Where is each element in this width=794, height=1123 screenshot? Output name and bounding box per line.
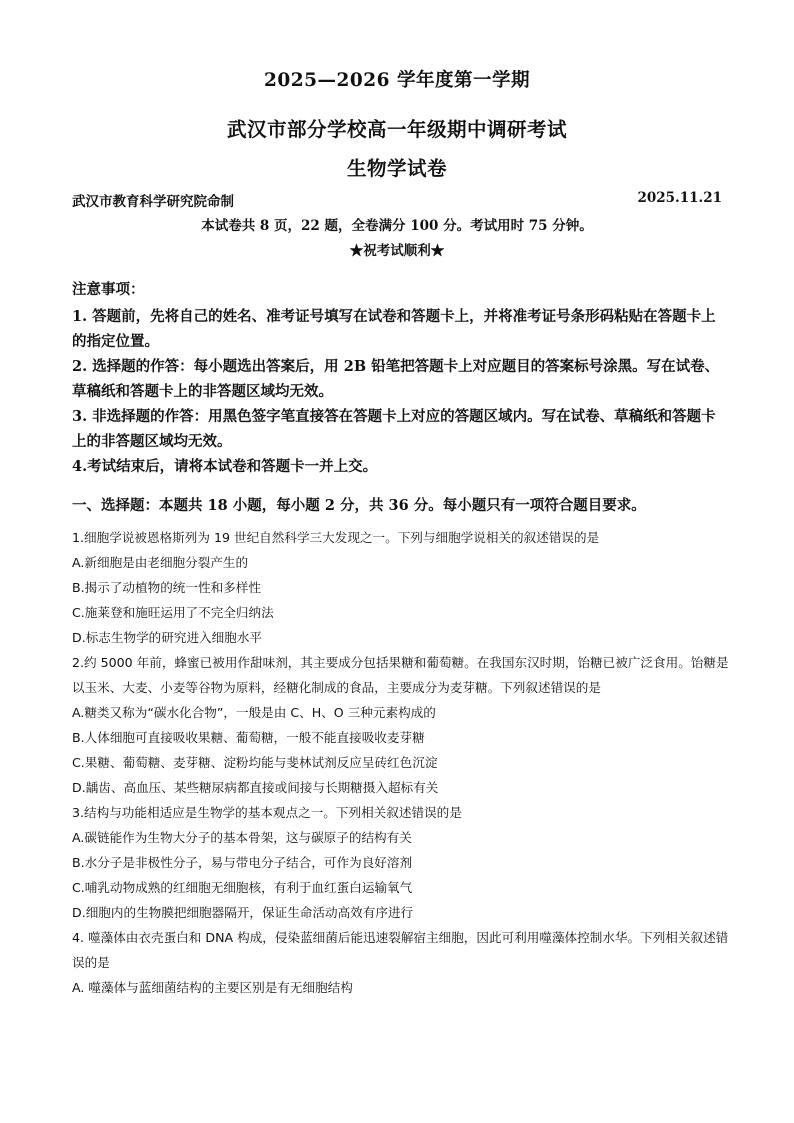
- option-a: A.糖类又称为“碳水化合物”，一般是由 C、H、O 三种元素构成的: [72, 705, 436, 720]
- option-a: A. 噬藻体与蓝细菌结构的主要区别是有无细胞结构: [72, 980, 353, 995]
- question-stem: 3.结构与功能相适应是生物学的基本观点之一。下列相关叙述错误的是: [72, 805, 462, 820]
- question-4: [72, 925, 732, 1000]
- option-d: D.标志生物学的研究进入细胞水平: [72, 630, 263, 645]
- option-c: C.果糖、葡萄糖、麦芽糖、淀粉均能与斐林试剂反应呈砖红色沉淀: [72, 755, 438, 770]
- exam-date: 2025.11.21: [637, 190, 722, 206]
- question-2: [72, 650, 732, 800]
- option-a: A.碳链能作为生物大分子的基本骨架，这与碳原子的结构有关: [72, 830, 412, 845]
- exam-title: 武汉市部分学校高一年级期中调研考试: [226, 118, 567, 141]
- option-c: C.哺乳动物成熟的红细胞无细胞核，有利于血红蛋白运输氧气: [72, 880, 413, 895]
- option-d: D.细胞内的生物膜把细胞器隔开，保证生命活动高效有序进行: [72, 905, 414, 920]
- option-d: D.龋齿、高血压、某些糖尿病都直接或间接与长期糖摄入超标有关: [72, 780, 439, 795]
- notice-list: [72, 304, 722, 479]
- notice-item: 3. 非选择题的作答：用黑色签字笔直接答在答题卡上对应的答题区域内。写在试卷、草稿纸和答题卡上的非答题区域均无效。: [72, 408, 716, 450]
- option-b: B.水分子是非极性分子，易与带电分子结合，可作为良好溶剂: [72, 855, 413, 870]
- meta-row: [72, 190, 722, 210]
- term-title: 2025—2026 学年度第一学期: [264, 70, 530, 91]
- option-c: C.施莱登和施旺运用了不完全归纳法: [72, 605, 274, 620]
- question-stem: 1.细胞学说被恩格斯列为 19 世纪自然科学三大发现之一。下列与细胞学说相关的叙述错误的是: [72, 530, 600, 545]
- option-b: B.人体细胞可直接吸收果糖、葡萄糖，一般不能直接吸收麦芽糖: [72, 730, 425, 745]
- notice-heading: 注意事项：: [72, 281, 145, 298]
- issuer-label: 武汉市教育科学研究院命制: [72, 194, 234, 210]
- good-luck-line: ★祝考试顺利★: [349, 243, 445, 259]
- question-3: [72, 800, 732, 925]
- notice-item: 2. 选择题的作答：每小题选出答案后，用 2B 铅笔把答题卡上对应题目的答案标号涂黑。写在试卷、草稿纸和答题卡上的非答题区域均无效。: [72, 358, 720, 400]
- exam-summary: 本试卷共 8 页，22 题，全卷满分 100 分。考试用时 75 分钟。: [201, 218, 593, 234]
- question-stem: 4. 噬藻体由衣壳蛋白和 DNA 构成，侵染蓝细菌后能迅速裂解宿主细胞，因此可利用噬藻体控制水华。下列相关叙述错误的是: [72, 930, 729, 970]
- option-b: B.揭示了动植物的统一性和多样性: [72, 580, 261, 595]
- question-list: [72, 525, 732, 1000]
- option-a: A.新细胞是由老细胞分裂产生的: [72, 555, 249, 570]
- question-1: [72, 525, 732, 650]
- question-stem: 2.约 5000 年前，蜂蜜已被用作甜味剂，其主要成分包括果糖和葡萄糖。在我国东汉时期，饴糖已被广泛食用。饴糖是以玉米、大麦、小麦等谷物为原料，经糖化制成的食品，主要成分为麦芽糖。下列叙述错误的是: [72, 655, 729, 695]
- section-heading: 一、选择题：本题共 18 小题，每小题 2 分，共 36 分。每小题只有一项符合题目要求。: [72, 497, 646, 514]
- subject-title: 生物学试卷: [346, 157, 447, 180]
- notice-item: 4.考试结束后，请将本试卷和答题卡一并上交。: [72, 458, 378, 475]
- notice-item: 1. 答题前，先将自己的姓名、准考证号填写在试卷和答题卡上，并将准考证号条形码粘贴在答题卡上的指定位置。: [72, 308, 716, 350]
